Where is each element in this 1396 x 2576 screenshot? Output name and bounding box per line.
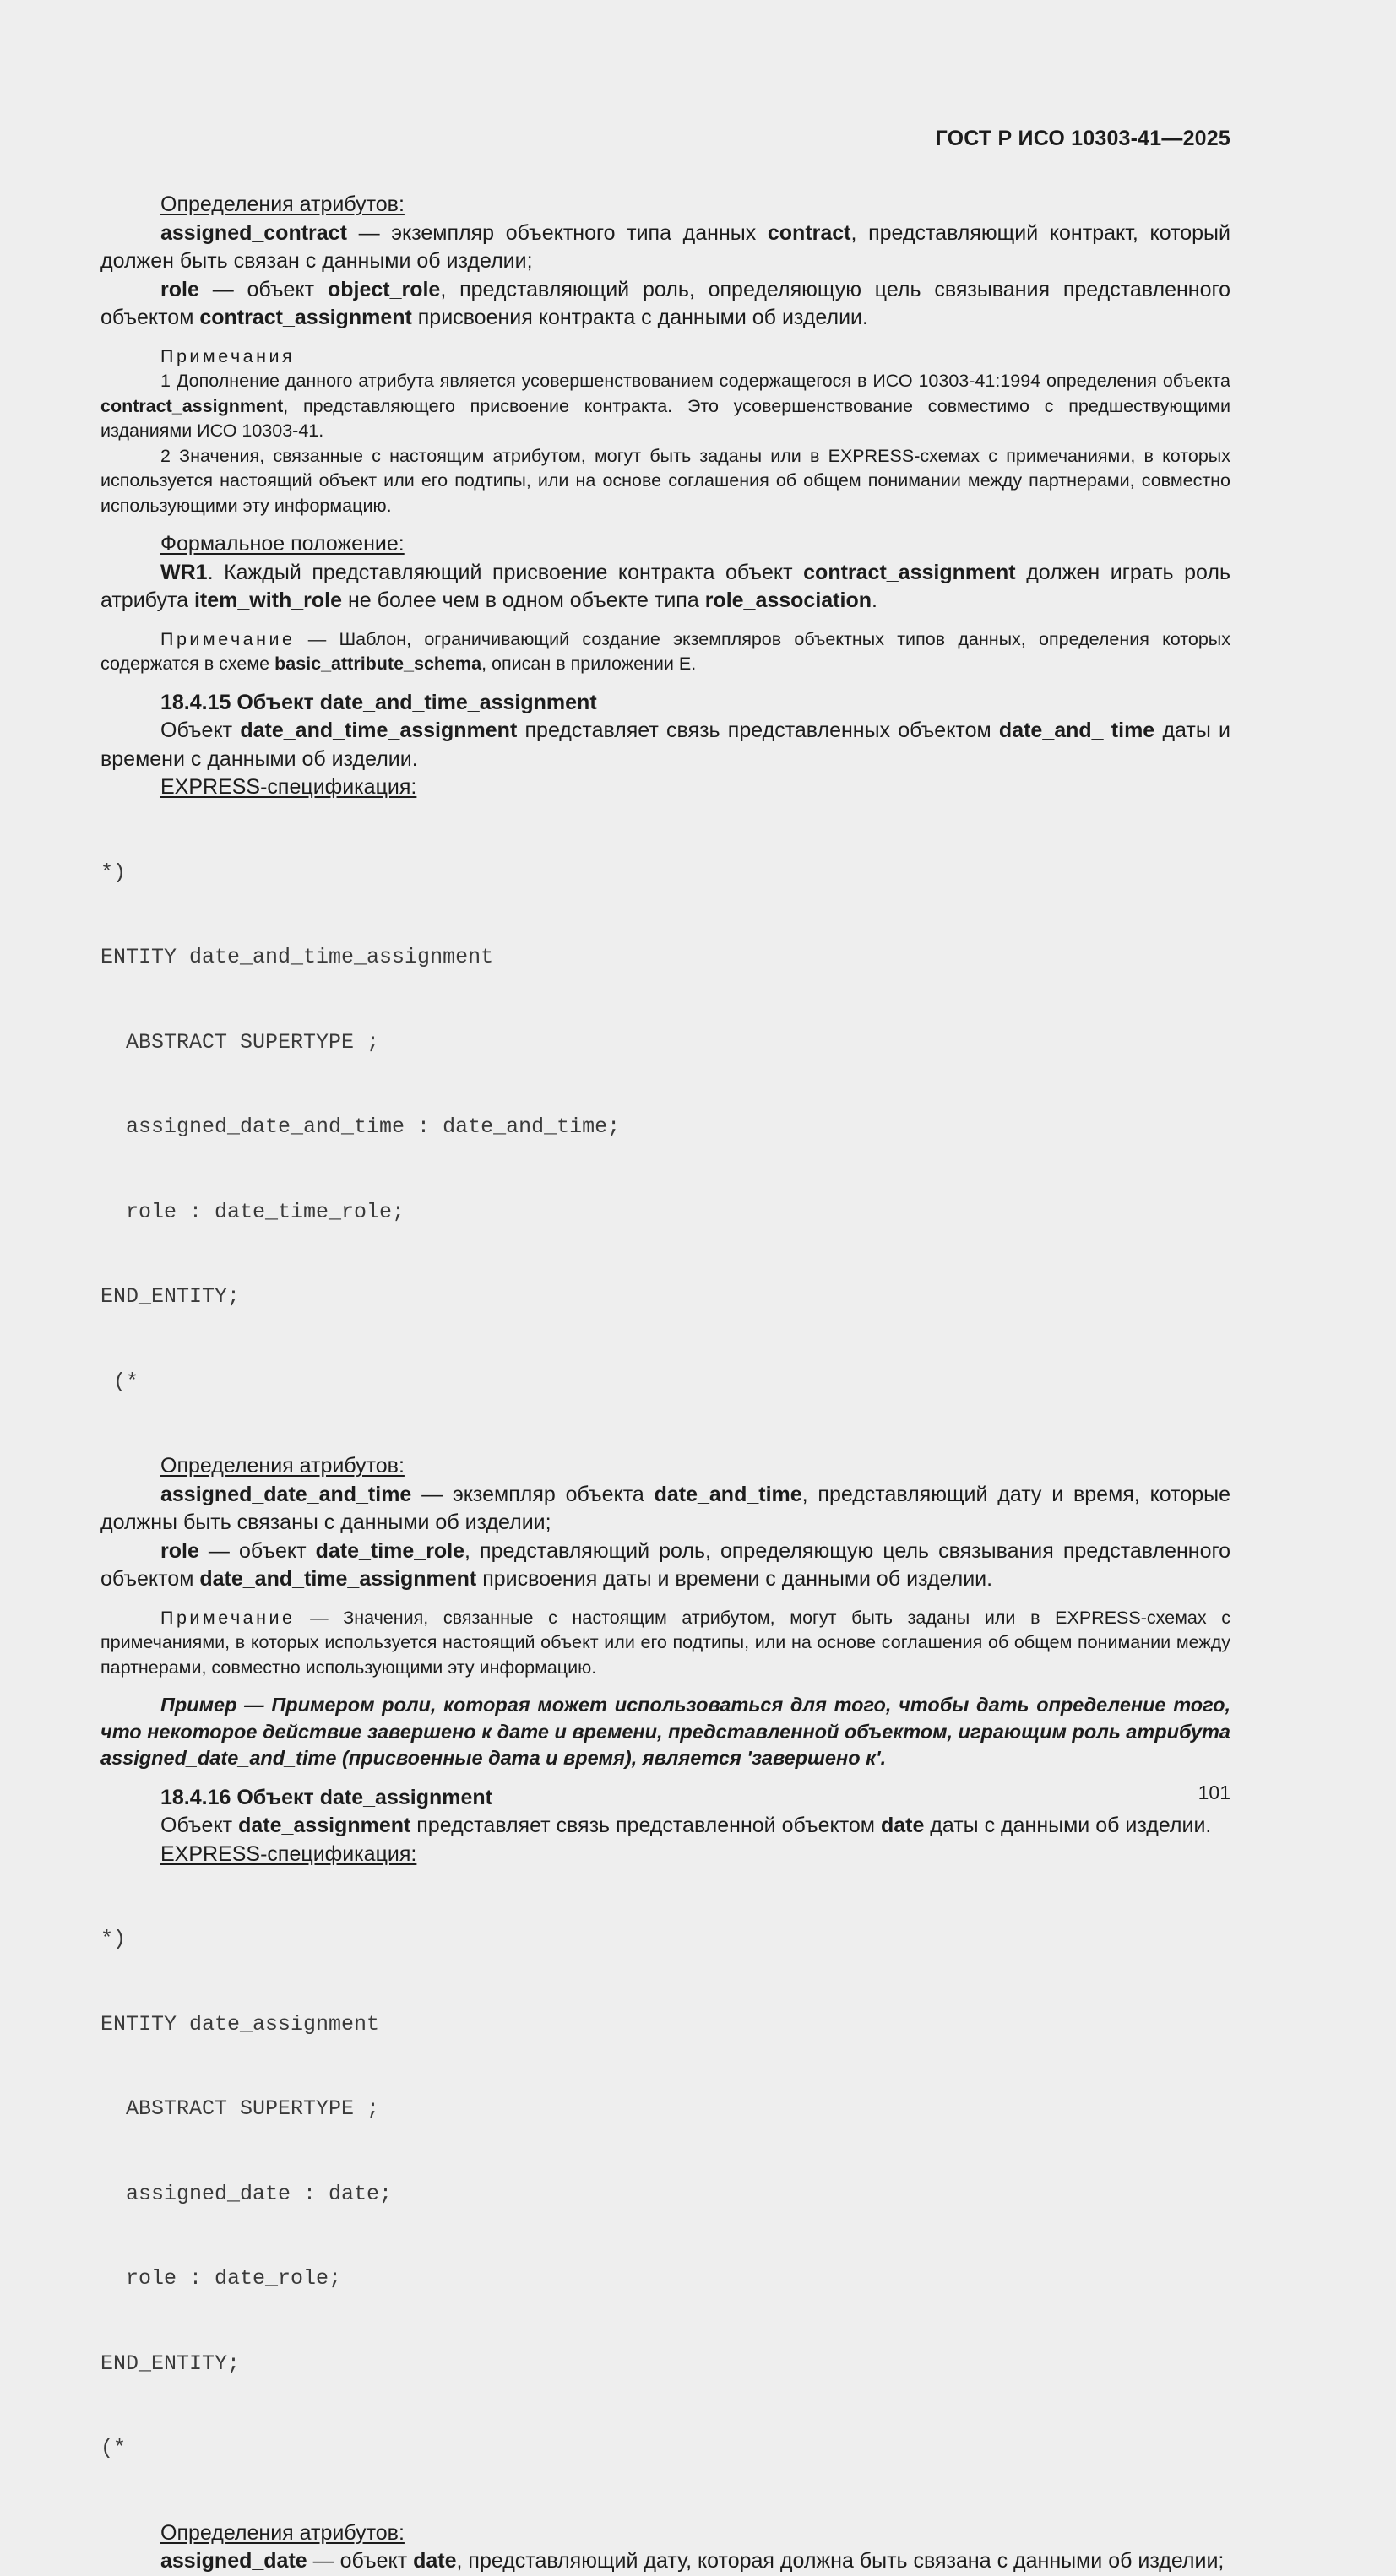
term-ref: object_role [327,277,441,301]
express-title [100,773,1230,802]
def-text: , представляющий дату, которая должна быть связана с данными об изделии; [456,2549,1225,2573]
term-role: role [160,1538,199,1563]
notes-label [100,344,1230,370]
def-text: — объект [198,1538,316,1563]
note-2: 2 Значения, связанные с настоящим атрибутом, могут быть заданы или в EXPRESS-схемах с примечаниями, в которых используется настоящий объект или его подтипы, или на основе соглашения об общем понимании между партнерами, совместно использующими эту информацию. [100,445,1230,516]
formal-title-text: Формальное положение: [160,532,405,556]
term-role: role [160,277,199,301]
def-assigned-contract [100,220,1230,276]
def-text: , представляющий роль, определяющую цель связывания представленного объектом [100,1538,1230,1591]
note-text: — Значения, связанные с настоящим атрибутом, могут быть заданы или в EXPRESS-схемах с примечаниями, в которых используется настоящий объект или его подтипы, или на основе соглашения об общем понимании между партнерами, совместно использующими эту информацию. [100,1607,1230,1678]
page-content [100,191,1230,2576]
term-ref: contract [767,220,851,245]
intro-text: представляет связь представленной объектом [410,1814,881,1837]
code-line: ENTITY date_and_time_assignment [100,945,494,969]
notes-block [100,344,1230,519]
def-assigned-date-and-time [100,1481,1230,1537]
example-block: Пример — Примером роли, которая может использоваться для того, чтобы дать определение того, что некоторое действие завершено к дате и времени, представленной объектом, играющим роль атрибута assigned_date_and_time (присвоенные дата и время), является 'завершено к'. [100,1694,1230,1769]
notes-label-text: Примечания [160,345,296,366]
code-line: role : date_role; [100,2266,342,2291]
express-code-block [100,802,1230,1453]
attr-definitions-title [100,1452,1230,1481]
term-ref: contract_assignment [199,306,412,329]
formal-title [100,530,1230,559]
note-text: 1 Дополнение данного атрибута является усовершенствованием содержащегося в ИСО 10303-41:1994 определения объекта [160,371,1230,391]
def-assigned-date [100,2547,1230,2576]
attr-definitions-title-text: Определения атрибутов: [160,1454,405,1478]
intro-text: даты с данными об изделии. [924,1814,1212,1837]
rule-text: . Каждый представляющий присвоение контракта объект [207,560,804,584]
section-heading-18-4-16: 18.4.16 Объект date_assignment [160,1785,492,1809]
def-text: — объект [307,2549,414,2573]
code-line: END_ENTITY; [100,1284,241,1309]
term-ref: date_time_role [315,1538,465,1563]
term-ref: date_and_time [654,1482,802,1506]
term-ref: date [880,1814,925,1837]
term-assigned-date: assigned_date [160,2549,307,2573]
term-ref: contract_assignment [803,560,1016,584]
note-label: Примечание [160,628,296,649]
intro-text: представляет связь представленных объектом [517,719,999,742]
term-ref: date_and_time_assignment [240,719,518,742]
document-header: ГОСТ Р ИСО 10303-41—2025 [935,127,1230,150]
term-ref: role_association [704,588,872,612]
section-heading-18-4-15: 18.4.15 Объект date_and_time_assignment [160,690,597,714]
rule-text: должен играть роль атрибута [100,560,1230,612]
attr-definitions-title-text: Определения атрибутов: [160,2520,405,2545]
code-line: ABSTRACT SUPERTYPE ; [100,2096,380,2121]
term-ref: date_and_time_assignment [199,1567,477,1591]
def-text: — экземпляр объекта [411,1482,655,1506]
def-text: , представляющий дату и время, которые должны быть связаны с данными об изделии; [100,1482,1230,1534]
note-text: , описан в приложении E. [481,653,697,674]
def-role [100,1537,1230,1594]
def-text: — экземпляр объектного типа данных [346,220,768,245]
section-intro [100,717,1230,773]
page-number: 101 [1198,1782,1230,1803]
attr-definitions-title [100,2519,1230,2548]
intro-text: Объект [160,1814,239,1837]
code-line: assigned_date : date; [100,2181,393,2206]
code-line: ABSTRACT SUPERTYPE ; [100,1029,380,1055]
def-text: присвоения даты и времени с данными об изделии. [476,1567,993,1591]
attr-definitions-title [100,191,1230,220]
intro-text: Объект [160,719,241,742]
term-ref: contract_assignment [100,395,284,416]
rule-wr1 [100,559,1230,616]
code-line: ENTITY date_assignment [100,2011,380,2036]
code-line: *) [100,1927,127,1951]
note-1 [100,369,1230,444]
express-code-block [100,1868,1230,2519]
code-line: END_ENTITY; [100,2351,241,2376]
term-assigned-date-and-time: assigned_date_and_time [160,1482,412,1506]
code-line: (* [100,1369,139,1394]
attr-definitions-title-text: Определения атрибутов: [160,193,405,216]
rule-label: WR1 [160,560,208,584]
express-title-text: EXPRESS-спецификация: [160,775,417,799]
def-text: — объект [198,277,328,301]
term-ref: date_assignment [238,1814,411,1837]
term-ref: date [413,2549,457,2573]
intro-text: даты и времени с данными об изделии. [100,719,1231,771]
term-assigned-contract: assigned_contract [160,220,347,245]
rule-text: не более чем в одном объекте типа [342,588,705,612]
def-text: , представляющий роль, определяющую цель связывания представленного объектом [100,277,1230,329]
def-role [100,276,1230,333]
express-title-text: EXPRESS-спецификация: [160,1841,417,1866]
note-text: — Шаблон, ограничивающий создание экземпляров объектных типов данных, определения которых содержатся в схеме [100,628,1230,674]
note-template [100,627,1230,677]
term-ref: item_with_role [193,588,343,612]
def-text: присвоения контракта с данными об изделии. [411,306,868,329]
code-line: assigned_date_and_time : date_and_time; [100,1114,621,1139]
rule-text: . [872,588,877,612]
note-label: Примечание [160,1607,296,1628]
express-title [100,1841,1230,1869]
def-text: , представляющий контракт, который должен быть связан с данными об изделии; [100,220,1230,273]
note-values [100,1606,1230,1681]
code-line: *) [100,860,127,885]
term-ref: basic_attribute_schema [274,653,482,674]
code-line: (* [100,2436,127,2460]
code-line: role : date_time_role; [100,1199,405,1224]
note-text: , представляющего присвоение контракта. Это усовершенствование совместимо с предшествующими изданиями ИСО 10303-41. [100,395,1230,441]
section-intro [100,1812,1230,1841]
term-ref: date_and_ time [998,719,1155,742]
